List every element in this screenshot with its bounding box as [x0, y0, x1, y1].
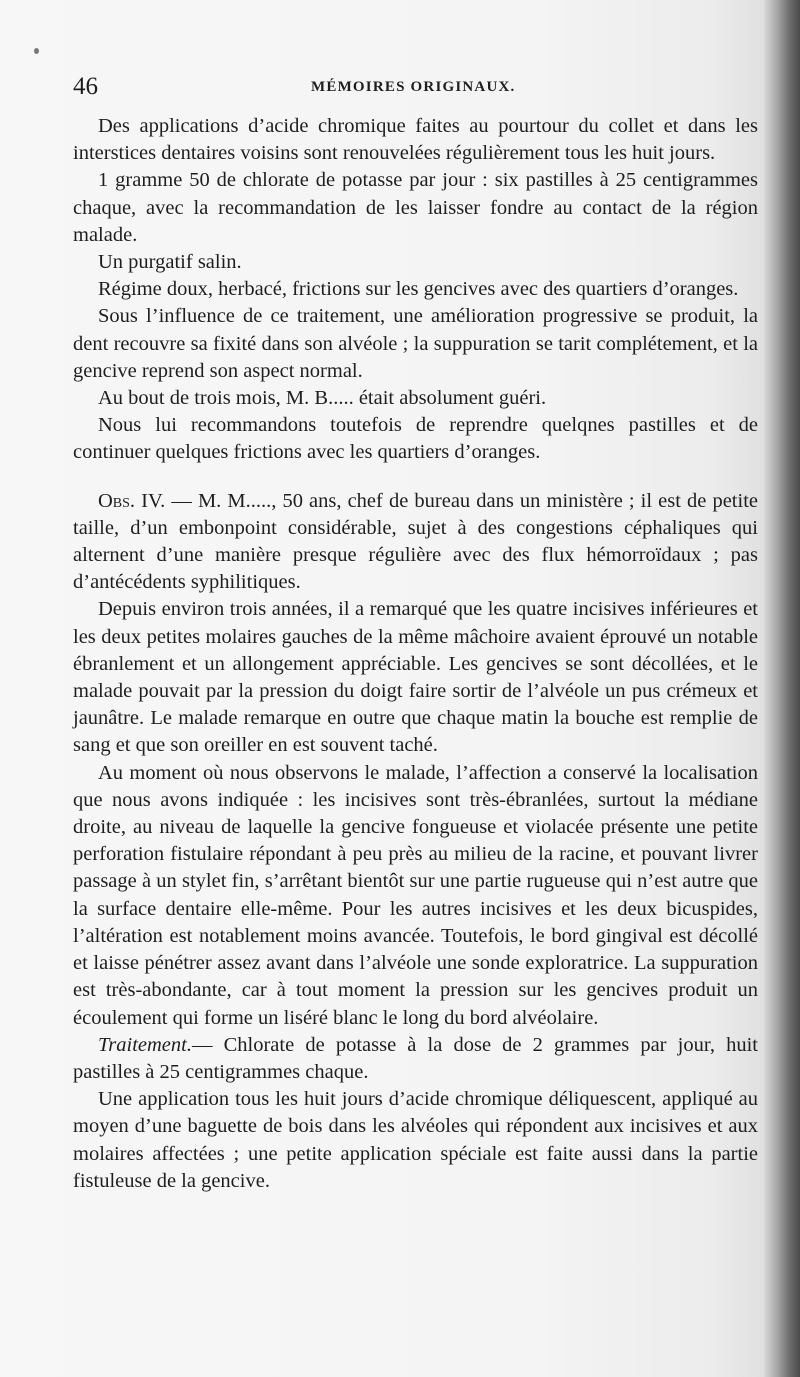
- paragraph: Depuis environ trois années, il a remarqué que les quatre incisives inférieures et les deux petites molaires gauches de la même mâchoire avaient éprouvé un notable ébranlement et un allongement appréciable. Les gencives se sont décollées, et le malade pouvait par la pression du doigt faire sortir de l’alvéole un pus crémeux et jaunâtre. Le malade remarque en outre que chaque matin la bouche est remplie de sang et que son oreiller en est souvent taché.: [73, 598, 758, 757]
- page-number: 46: [73, 73, 98, 100]
- paragraph: Sous l’influence de ce traitement, une amélioration progressive se produit, la dent recouvre sa fixité dans son alvéole ; la suppuration se tarit complétement, et la gencive reprend son aspect normal.: [73, 305, 758, 382]
- paragraph: Un purgatif salin.: [98, 251, 242, 274]
- paragraph: Des applications d’acide chromique faites au pourtour du collet et dans les interstices dentaires voisins sont renouvelées régulièrement tous les huit jours.: [73, 115, 758, 165]
- paragraph: 1 gramme 50 de chlorate de potasse par jour : six pastilles à 25 centigrammes chaque, avec la recommandation de les laisser fondre au contact de la région malade.: [73, 169, 758, 246]
- paragraph: Au moment où nous observons le malade, l’affection a conservé la localisation que nous avons indiquée : les incisives sont très-ébranlées, surtout la médiane droite, au niveau de laquelle la gencive fongueuse et violacée présente une petite perforation fistulaire répondant à peu près au milieu de la racine, et pouvant livrer passage à un stylet fin, s’arrêtant bientôt sur une partie rugueuse qui n’est autre que la surface dentaire elle-même. Pour les autres incisives et les deux bicuspides, l’altération est notablement moins avancée. Toutefois, le bord gingival est décollé et laisse pénétrer assez avant dans l’alvéole une sonde exploratrice. La suppuration est très-abondante, car à tout moment la pression sur les gencives produit un écoulement qui forme un liséré blanc le long du bord alvéolaire.: [73, 761, 758, 1029]
- book-gutter-shadow: [764, 0, 800, 1377]
- paragraph: Une application tous les huit jours d’acide chromique déliquescent, appliqué au moyen d’une baguette de bois dans les alvéoles qui répondent aux incisives et aux molaires affectées ; une petite application spéciale est faite aussi dans la partie fistuleuse de la gencive.: [73, 1088, 758, 1192]
- body-text: [73, 113, 758, 1195]
- page-header: [73, 72, 758, 102]
- paragraph: Régime doux, herbacé, frictions sur les gencives avec des quartiers d’oranges.: [98, 278, 739, 301]
- running-head: MÉMOIRES ORIGINAUX.: [311, 79, 516, 95]
- paragraph: Traitement.— Chlorate de potasse à la dose de 2 grammes par jour, huit pastilles à 25 centigrammes chaque.: [73, 1033, 758, 1083]
- ink-speck: [34, 48, 39, 54]
- paragraph: Nous lui recommandons toutefois de reprendre quelqnes pastilles et de continuer quelques frictions avec les quartiers d’oranges.: [73, 414, 758, 464]
- treatment-label: Traitement.: [98, 1033, 192, 1056]
- observation-paragraph: Obs. IV. — M. M....., 50 ans, chef de bureau dans un ministère ; il est de petite taille, d’un embonpoint considérable, sujet à des congestions céphaliques qui alternent d’une manière presque régulière avec des flux hémorroïdaux ; pas d’antécédents syphilitiques.: [73, 489, 758, 594]
- observation-label: Obs. IV.: [98, 489, 166, 512]
- paragraph: Au bout de trois mois, M. B..... était absolument guéri.: [98, 387, 547, 410]
